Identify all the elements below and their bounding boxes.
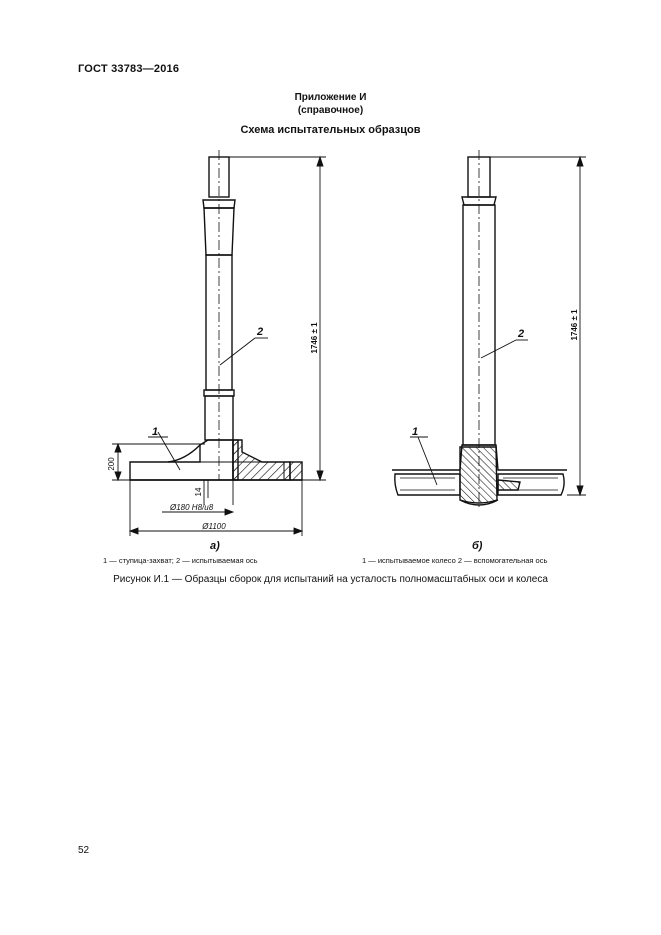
dim-texts-a <box>107 322 319 531</box>
test-wheel-b <box>392 445 567 505</box>
callout-2-b: 2 <box>518 328 525 340</box>
scheme-title: Схема испытательных образцов <box>240 124 421 136</box>
hub-grip-a <box>130 440 302 480</box>
figure-b-label: б) <box>472 540 483 552</box>
figure-caption: Рисунок И.1 — Образцы сборок для испытаний на усталость полномасштабных оси и колеса <box>113 574 548 585</box>
page-number: 52 <box>78 845 90 856</box>
dim-height-a: 1746 ± 1 <box>310 322 319 354</box>
dim-diameter-a: Ø1100 <box>202 522 226 531</box>
dim-14-a: 14 <box>194 487 203 497</box>
figure-a-label: а) <box>210 540 220 552</box>
drawing-b <box>392 150 586 510</box>
callout-2-a: 2 <box>257 326 264 338</box>
axle-a <box>203 150 235 480</box>
appendix-title: Приложение И <box>294 92 367 103</box>
drawing-a <box>107 150 326 536</box>
figure-b-legend: 1 — испытываемое колесо 2 — вспомогательная ось <box>362 556 548 565</box>
dim-height-b: 1746 ± 1 <box>570 309 579 341</box>
dim-200-a: 200 <box>107 457 116 471</box>
dim-bore-a: Ø180 H8/u8 <box>170 503 214 512</box>
figure-a-legend: 1 — ступица-захват; 2 — испытываемая ось <box>103 556 258 565</box>
callout-1-b: 1 <box>412 426 419 438</box>
callout-1-a: 1 <box>152 426 159 438</box>
standard-header: ГОСТ 33783—2016 <box>78 63 180 75</box>
dimensions-b <box>410 157 586 495</box>
appendix-subtitle: (справочное) <box>297 105 364 116</box>
